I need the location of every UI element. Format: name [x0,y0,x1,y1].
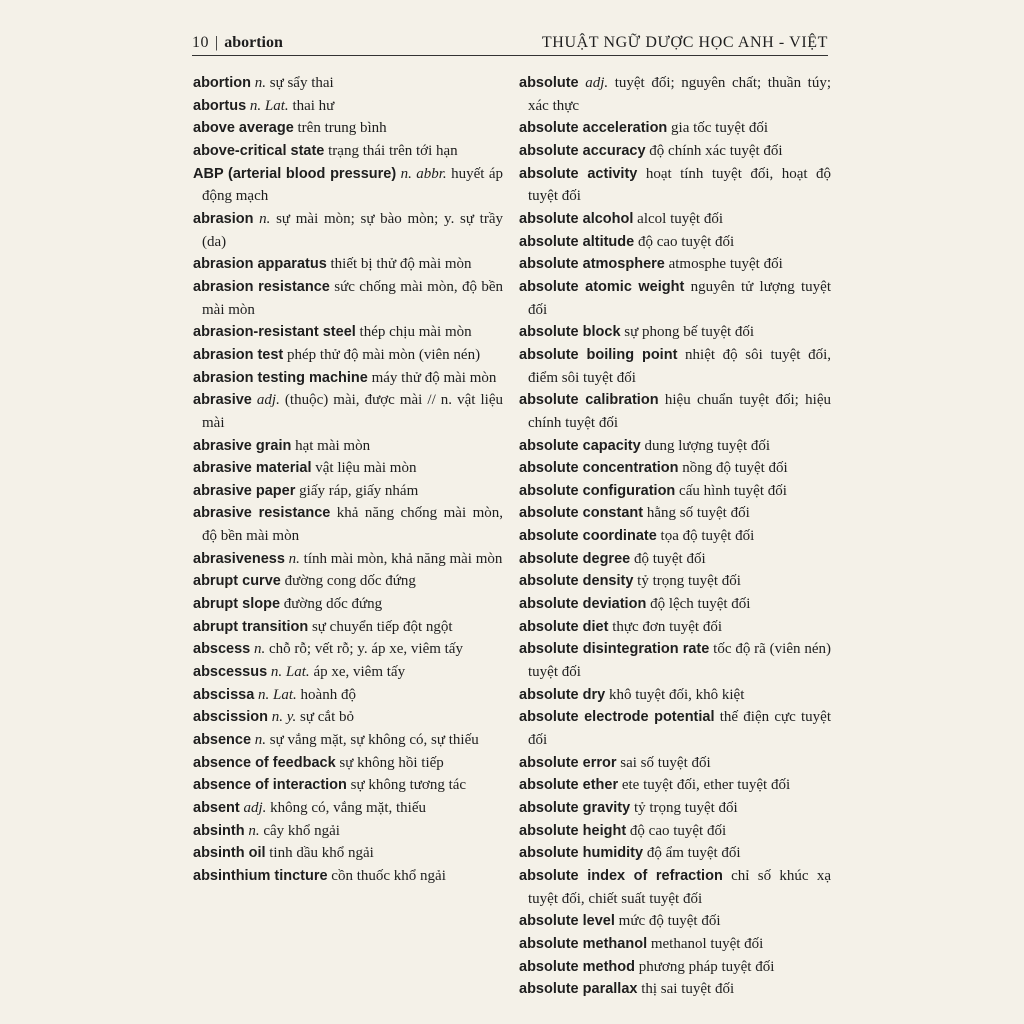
dictionary-entry [519,140,831,163]
dictionary-entry [519,616,831,639]
entry-term: absinthium tincture [193,867,328,884]
entry-part-of-speech: n. Lat. [270,664,310,681]
dictionary-entry [519,684,831,707]
dictionary-entry [193,72,503,95]
entry-definition: sự không tương tác [350,777,467,794]
dictionary-entry [519,820,831,843]
dictionary-entry [193,253,503,276]
entry-term: above average [193,120,294,137]
entry-definition: giấy ráp, giấy nhám [299,482,419,499]
dictionary-entry [519,842,831,865]
dictionary-entry [193,593,503,616]
dictionary-entry [519,933,831,956]
dictionary-entry [193,367,503,390]
dictionary-entry [193,638,503,661]
entry-definition: vật liệu mài mòn [315,460,417,477]
dictionary-entry [193,117,503,140]
entry-term: abrasion apparatus [193,256,327,273]
entry-definition: khả năng chống mài mòn, độ bền mài mòn [202,505,504,545]
entry-definition: nồng độ tuyệt đối [682,460,788,477]
entry-definition: (thuộc) mài, được mài // n. vật liệu mài [202,392,503,431]
entry-definition: gia tốc tuyệt đối [671,120,769,137]
entry-definition: sự cắt bỏ [300,709,354,726]
entry-part-of-speech: n. [254,732,267,749]
dictionary-entry [519,435,831,458]
entry-term: absolute parallax [519,981,638,998]
entry-term: absolute disintegration rate [519,641,710,658]
dictionary-entry [193,276,503,321]
entry-definition: sai số tuyệt đối [620,754,711,771]
entry-term: abscess [193,641,251,658]
dictionary-entry [519,480,831,503]
entry-part-of-speech: n. [288,550,300,567]
dictionary-entry [519,525,831,548]
dictionary-entry [193,752,503,775]
entry-term: abscessus [193,664,268,681]
dictionary-entry [519,752,831,775]
entry-definition: thép chịu mài mòn [359,324,472,341]
entry-definition: tọa độ tuyệt đối [660,528,755,545]
dictionary-entry [519,774,831,797]
entry-definition: tinh dầu khổ ngải [269,845,374,862]
entry-part-of-speech: n. [254,641,266,658]
entry-term: absolute boiling point [519,346,678,363]
entry-definition: ete tuyệt đối, ether tuyệt đối [621,777,791,794]
entry-term: absolute gravity [519,800,631,816]
entry-term: absolute dry [519,686,606,703]
dictionary-entry [193,616,503,639]
dictionary-entry [519,570,831,593]
entry-term: abrasive [193,392,252,409]
entry-term: absolute ether [519,777,619,794]
dictionary-entry [193,570,503,593]
entry-term: absolute humidity [519,845,644,862]
guide-word: abortion [224,34,283,51]
dictionary-entry [519,208,831,231]
entry-definition: không có, vắng mặt, thiếu [270,800,426,816]
dictionary-entry [519,502,831,525]
entry-term: abrasion testing machine [193,369,368,386]
entry-definition: methanol tuyệt đối [650,935,764,952]
dictionary-entry [519,117,831,140]
entry-term: absolute methanol [519,935,648,952]
entry-term: abrupt transition [193,618,309,635]
dictionary-entry [193,797,503,820]
entry-term: absence of interaction [193,777,347,794]
entry-definition: hiệu chuẩn tuyệt đối; hiệu chính tuyệt đối [528,392,831,431]
dictionary-entry [193,140,503,163]
entry-definition: độ cao tuyệt đối [637,233,735,250]
entry-part-of-speech: n. Lat. [258,686,297,703]
entry-definition: mức độ tuyệt đối [618,913,721,930]
dictionary-entry [519,457,831,480]
dictionary-entry [519,548,831,571]
dictionary-entry [519,956,831,979]
entry-definition: phép thử độ mài mòn (viên nén) [287,346,481,363]
entry-definition: máy thử độ mài mòn [371,369,497,386]
entry-definition: sự vắng mặt, sự không có, sự thiếu [269,732,479,749]
dictionary-entry [519,978,831,1001]
entry-term: absolute atmosphere [519,256,665,273]
dictionary-entry [193,163,503,208]
left-column [193,72,503,888]
header-separator: | [215,34,219,51]
entry-term: absolute electrode potential [519,709,715,726]
entry-definition: đường cong dốc đứng [284,573,416,590]
dictionary-entry [519,797,831,820]
entry-definition: sự không hồi tiếp [339,754,444,771]
page-header [192,33,828,56]
entry-definition: độ ẩm tuyệt đối [646,845,741,862]
entry-term: absent [193,800,240,816]
dictionary-entry [519,72,831,117]
entry-term: absolute index of refraction [519,867,723,884]
entry-definition: tốc độ rã (viên nén) tuyệt đối [528,641,831,681]
entry-definition: thực đơn tuyệt đối [612,618,722,635]
entry-term: abscissa [193,686,255,703]
entry-term: absolute accuracy [519,142,646,159]
entry-definition: thiết bị thử độ mài mòn [330,256,472,273]
header-left [192,33,283,55]
dictionary-entry [519,865,831,910]
right-column [519,72,831,1001]
entry-term: absolute diet [519,618,609,635]
entry-definition: thế điện cực tuyệt đối [528,709,832,749]
entry-term: absolute configuration [519,482,676,499]
entry-term: abrasive grain [193,437,292,454]
entry-definition: sức chống mài mòn, độ bền mài mòn [202,278,503,318]
entry-term: absolute [519,75,579,91]
dictionary-entry [193,865,503,888]
entry-definition: atmosphe tuyệt đối [668,256,783,273]
entry-definition: áp xe, viêm tấy [313,664,406,681]
dictionary-entry [193,661,503,684]
dictionary-entry [519,253,831,276]
entry-term: absolute degree [519,550,631,567]
dictionary-entry [519,389,831,434]
book-title: THUẬT NGỮ DƯỢC HỌC ANH - VIỆT [541,34,828,51]
entry-term: abscission [193,709,268,726]
entry-definition: tuyệt đối; nguyên chất; thuần túy; xác thực [528,75,831,114]
entry-term: absolute level [519,913,615,930]
entry-definition: phương pháp tuyệt đối [638,958,775,975]
entry-definition: hoạt tính tuyệt đối, hoạt độ tuyệt đối [528,165,832,205]
entry-definition: sự mài mòn; sự bào mòn; y. sự trầy (da) [202,210,503,250]
entry-part-of-speech: adj. [585,75,609,91]
dictionary-entry [193,480,503,503]
entry-part-of-speech: n. [259,210,271,227]
entry-term: absolute height [519,822,627,839]
entry-term: abrasion resistance [193,278,330,295]
entry-definition: nhiệt độ sôi tuyệt đối, điểm sôi tuyệt đối [528,346,831,386]
entry-definition: trên trung bình [297,120,387,137]
entry-definition: tỷ trọng tuyệt đối [633,800,738,816]
dictionary-entry [193,548,503,571]
entry-term: absolute constant [519,505,644,522]
entry-definition: hoành độ [300,686,356,703]
entry-term: above-critical state [193,142,325,159]
dictionary-entry [193,321,503,344]
entry-part-of-speech: n. abbr. [400,165,447,182]
dictionary-entry [193,729,503,752]
entry-term: absolute error [519,754,617,771]
dictionary-entry [193,95,503,118]
entry-term: absolute alcohol [519,210,634,227]
entry-term: abrasive resistance [193,505,331,522]
dictionary-entry [519,638,831,683]
dictionary-entry [193,435,503,458]
entry-definition: dung lượng tuyệt đối [644,437,771,454]
entry-part-of-speech: n. [248,822,260,839]
entry-term: abrasion [193,210,254,227]
entry-part-of-speech: adj. [256,392,280,409]
dictionary-entry [193,774,503,797]
entry-term: absolute altitude [519,233,635,250]
entry-definition: khô tuyệt đối, khô kiệt [608,686,745,703]
dictionary-entry [519,910,831,933]
entry-definition: cấu hình tuyệt đối [679,482,787,499]
entry-term: absolute capacity [519,437,641,454]
dictionary-entry [193,457,503,480]
entry-term: absence [193,732,252,749]
entry-term: absolute atomic weight [519,278,685,295]
dictionary-entry [193,389,503,434]
entry-definition: nguyên tử lượng tuyệt đối [528,278,831,318]
dictionary-entry [519,593,831,616]
entry-definition: hạt mài mòn [295,437,371,454]
dictionary-entry [193,820,503,843]
entry-part-of-speech: n. y. [271,709,297,726]
entry-term: absolute deviation [519,596,647,613]
entry-term: ABP (arterial blood pressure) [193,165,397,182]
entry-term: abrasiveness [193,550,285,567]
entry-part-of-speech: n. [254,75,266,91]
dictionary-entry [519,231,831,254]
entry-definition: thai hư [292,97,335,114]
dictionary-entry [519,321,831,344]
entry-term: absolute concentration [519,460,679,477]
entry-definition: trạng thái trên tới hạn [328,142,458,159]
entry-term: abrupt slope [193,596,281,613]
entry-definition: sự chuyển tiếp đột ngột [311,618,453,635]
entry-term: absolute activity [519,165,638,182]
entry-term: abrasive material [193,460,312,477]
entry-term: absolute method [519,958,636,975]
dictionary-entry [193,502,503,547]
entry-term: absolute coordinate [519,528,657,545]
entry-term: abortion [193,75,251,91]
entry-term: abrupt curve [193,573,281,590]
entry-definition: cây khổ ngải [263,822,340,839]
entry-definition: đường dốc đứng [283,596,383,613]
entry-definition: hằng số tuyệt đối [646,505,750,522]
entry-term: absinth [193,822,245,839]
entry-definition: độ chính xác tuyệt đối [649,142,783,159]
entry-definition: độ tuyệt đối [633,550,706,567]
entry-part-of-speech: adj. [243,800,267,816]
entry-definition: chỗ rỗ; vết rỗ; y. áp xe, viêm tấy [269,641,463,658]
entry-term: abortus [193,97,247,114]
entry-term: abrasion-resistant steel [193,324,356,341]
dictionary-entry [519,706,831,751]
entry-term: absolute acceleration [519,120,668,137]
entry-definition: tỷ trọng tuyệt đối [637,573,741,590]
entry-definition: huyết áp động mạch [202,165,504,205]
entry-definition: thị sai tuyệt đối [641,981,735,998]
entry-definition: tính mài mòn, khả năng mài mòn [303,550,503,567]
dictionary-entry [193,344,503,367]
dictionary-entry [519,344,831,389]
entry-term: abrasion test [193,346,284,363]
dictionary-entry [193,684,503,707]
entry-definition: chỉ số khúc xạ tuyệt đối, chiết suất tuyệt đối [528,867,831,907]
entry-definition: sự phong bế tuyệt đối [624,324,755,341]
dictionary-entry [193,208,503,253]
entry-definition: độ lệch tuyệt đối [650,596,751,613]
dictionary-entry [519,163,831,208]
entry-definition: cồn thuốc khổ ngải [331,867,446,884]
entry-term: absolute block [519,324,621,341]
entry-definition: alcol tuyệt đối [637,210,723,227]
entry-part-of-speech: n. Lat. [249,97,289,114]
entry-term: absolute calibration [519,392,659,409]
entry-term: absolute density [519,573,634,590]
entry-term: abrasive paper [193,482,296,499]
entry-term: absence of feedback [193,754,336,771]
dictionary-entry [193,842,503,865]
page-number: 10 [192,34,209,51]
entry-definition: sự sẩy thai [269,75,334,91]
dictionary-entry [519,276,831,321]
entry-term: absinth oil [193,845,266,862]
entry-definition: độ cao tuyệt đối [629,822,727,839]
dictionary-entry [193,706,503,729]
